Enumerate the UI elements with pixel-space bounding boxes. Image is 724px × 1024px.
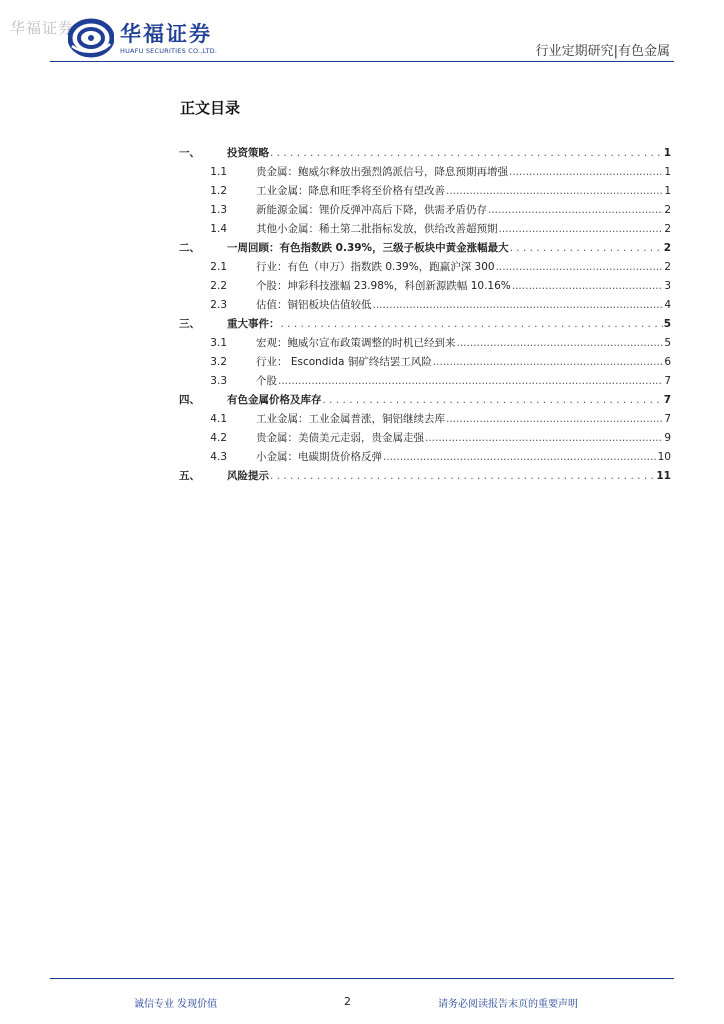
toc-entry-page: 1 (664, 166, 671, 178)
toc-entry-page: 11 (656, 470, 671, 482)
toc-entry[interactable] (179, 411, 671, 430)
company-logo (68, 16, 248, 60)
toc-entry-number: 三、 (179, 318, 200, 330)
toc-entry[interactable] (179, 316, 671, 335)
toc-dot-leader (278, 375, 663, 387)
toc-entry[interactable] (179, 183, 671, 202)
toc-entry-number: 2.2 (210, 280, 227, 292)
toc-entry-title: 行业：有色（申万）指数跌 0.39%，跑赢沪深 300 (256, 261, 495, 273)
toc-entry[interactable] (179, 240, 671, 259)
toc-dot-leader (383, 451, 657, 463)
toc-dot-leader (488, 204, 663, 216)
toc-entry-number: 1.2 (210, 185, 227, 197)
toc-dot-leader (270, 147, 663, 159)
toc-entry-title: 其他小金属：稀土第二批指标发放，供给改善超预期 (256, 223, 498, 235)
toc-dot-leader (496, 261, 664, 273)
watermark-text: 华福证券 (10, 19, 75, 37)
toc-entry-title: 小金属：电碳期货价格反弹 (256, 451, 382, 463)
footer-slogan: 诚信专业 发现价值 (134, 999, 218, 1010)
toc-dot-leader (270, 470, 655, 482)
toc-entry-title: 新能源金属：锂价反弹冲高后下降，供需矛盾仍存 (256, 204, 487, 216)
toc-dot-leader (433, 356, 663, 368)
toc-entry[interactable] (179, 221, 671, 240)
toc-title: 正文目录 (180, 99, 241, 117)
toc-entry-number: 二、 (179, 242, 200, 254)
logo-english-name: HUAFU SECURITIES CO.,LTD. (120, 47, 218, 55)
toc-entry-page: 7 (664, 413, 671, 425)
toc-entry-title: 贵金属：鲍威尔释放出强烈鸽派信号，降息预期再增强 (256, 166, 508, 178)
toc-entry-number: 3.3 (210, 375, 227, 387)
toc-dot-leader (323, 394, 663, 406)
toc-entry-title: 估值：铜铝板块估值较低 (256, 299, 372, 311)
toc-entry-number: 1.4 (210, 223, 227, 235)
toc-entry-number: 4.2 (210, 432, 227, 444)
toc-entry[interactable] (179, 259, 671, 278)
toc-dot-leader (512, 280, 664, 292)
toc-dot-leader (457, 337, 664, 349)
toc-entry[interactable] (179, 297, 671, 316)
toc-entry-title: 宏观：鲍威尔宣布政策调整的时机已经到来 (256, 337, 456, 349)
toc-entry-page: 5 (663, 318, 671, 330)
toc-entry-title: 工业金属：降息和旺季将至价格有望改善 (256, 185, 445, 197)
toc-entry-title: 一周回顾：有色指数跌 0.39%，三级子板块中黄金涨幅最大 (227, 242, 509, 254)
report-category: 行业定期研究|有色金属 (535, 44, 670, 59)
toc-entry-number: 五、 (179, 470, 200, 482)
toc-entry-page: 7 (664, 375, 671, 387)
toc-entry-number: 2.3 (210, 299, 227, 311)
toc-entry[interactable] (179, 278, 671, 297)
toc-entry-title: 行业： Escondida 铜矿终结罢工风险 (256, 356, 432, 368)
toc-entry-title: 风险提示 (227, 470, 269, 482)
toc-entry-page: 2 (663, 242, 671, 254)
toc-entry-title: 贵金属：美债美元走弱，贵金属走强 (256, 432, 424, 444)
toc-entry[interactable] (179, 468, 671, 487)
toc-entry[interactable] (179, 354, 671, 373)
toc-dot-leader (446, 413, 663, 425)
toc-entry[interactable] (179, 145, 671, 164)
toc-entry-number: 四、 (179, 394, 200, 406)
toc-entry-page: 5 (664, 337, 671, 349)
toc-dot-leader (499, 223, 664, 235)
toc-entry-page: 4 (664, 299, 671, 311)
toc-entry[interactable] (179, 430, 671, 449)
toc-entry-page: 10 (657, 451, 671, 463)
toc-entry-number: 2.1 (210, 261, 227, 273)
footer-disclaimer: 请务必阅读报告末页的重要声明 (438, 999, 578, 1010)
page-number: 2 (344, 995, 351, 1008)
toc-entry-title: 投资策略 (227, 147, 269, 159)
toc-entry-number: 3.2 (210, 356, 227, 368)
toc-entry-page: 2 (664, 223, 671, 235)
toc-entry-page: 9 (664, 432, 671, 444)
toc-dot-leader (510, 242, 663, 254)
toc-entry-page: 1 (664, 185, 671, 197)
toc-entry-page: 7 (663, 394, 671, 406)
toc-entry[interactable] (179, 202, 671, 221)
toc-entry-number: 4.1 (210, 413, 227, 425)
toc-entry-title: 有色金属价格及库存 (227, 394, 322, 406)
toc-entry-title: 个股：坤彩科技涨幅 23.98%，科创新源跌幅 10.16% (256, 280, 511, 292)
toc-entry-page: 2 (664, 261, 671, 273)
logo-chinese-name: 华福证券 (120, 22, 212, 46)
toc-entry[interactable] (179, 335, 671, 354)
toc-dot-leader (281, 318, 663, 330)
toc-entry[interactable] (179, 449, 671, 468)
toc-dot-leader (509, 166, 663, 178)
header-divider (50, 61, 674, 62)
toc-entry-title: 工业金属：工业金属普涨，铜铝继续去库 (256, 413, 445, 425)
footer-divider (50, 978, 674, 979)
toc-entry[interactable] (179, 373, 671, 392)
toc-entry-title: 重大事件： (227, 318, 280, 330)
toc-entry[interactable] (179, 392, 671, 411)
toc-dot-leader (425, 432, 663, 444)
toc-entry-number: 一、 (179, 147, 200, 159)
toc-entry-number: 4.3 (210, 451, 227, 463)
toc-dot-leader (373, 299, 664, 311)
toc-entry-title: 个股 (256, 375, 277, 387)
toc-entry[interactable] (179, 164, 671, 183)
toc-entry-number: 1.1 (210, 166, 227, 178)
toc-entry-page: 1 (663, 147, 671, 159)
toc-entry-number: 3.1 (210, 337, 227, 349)
toc-entry-page: 2 (664, 204, 671, 216)
toc-dot-leader (446, 185, 663, 197)
logo-swirl-icon (68, 18, 114, 58)
toc-entry-page: 3 (664, 280, 671, 292)
toc-entry-page: 6 (664, 356, 671, 368)
table-of-contents (179, 145, 671, 487)
toc-entry-number: 1.3 (210, 204, 227, 216)
